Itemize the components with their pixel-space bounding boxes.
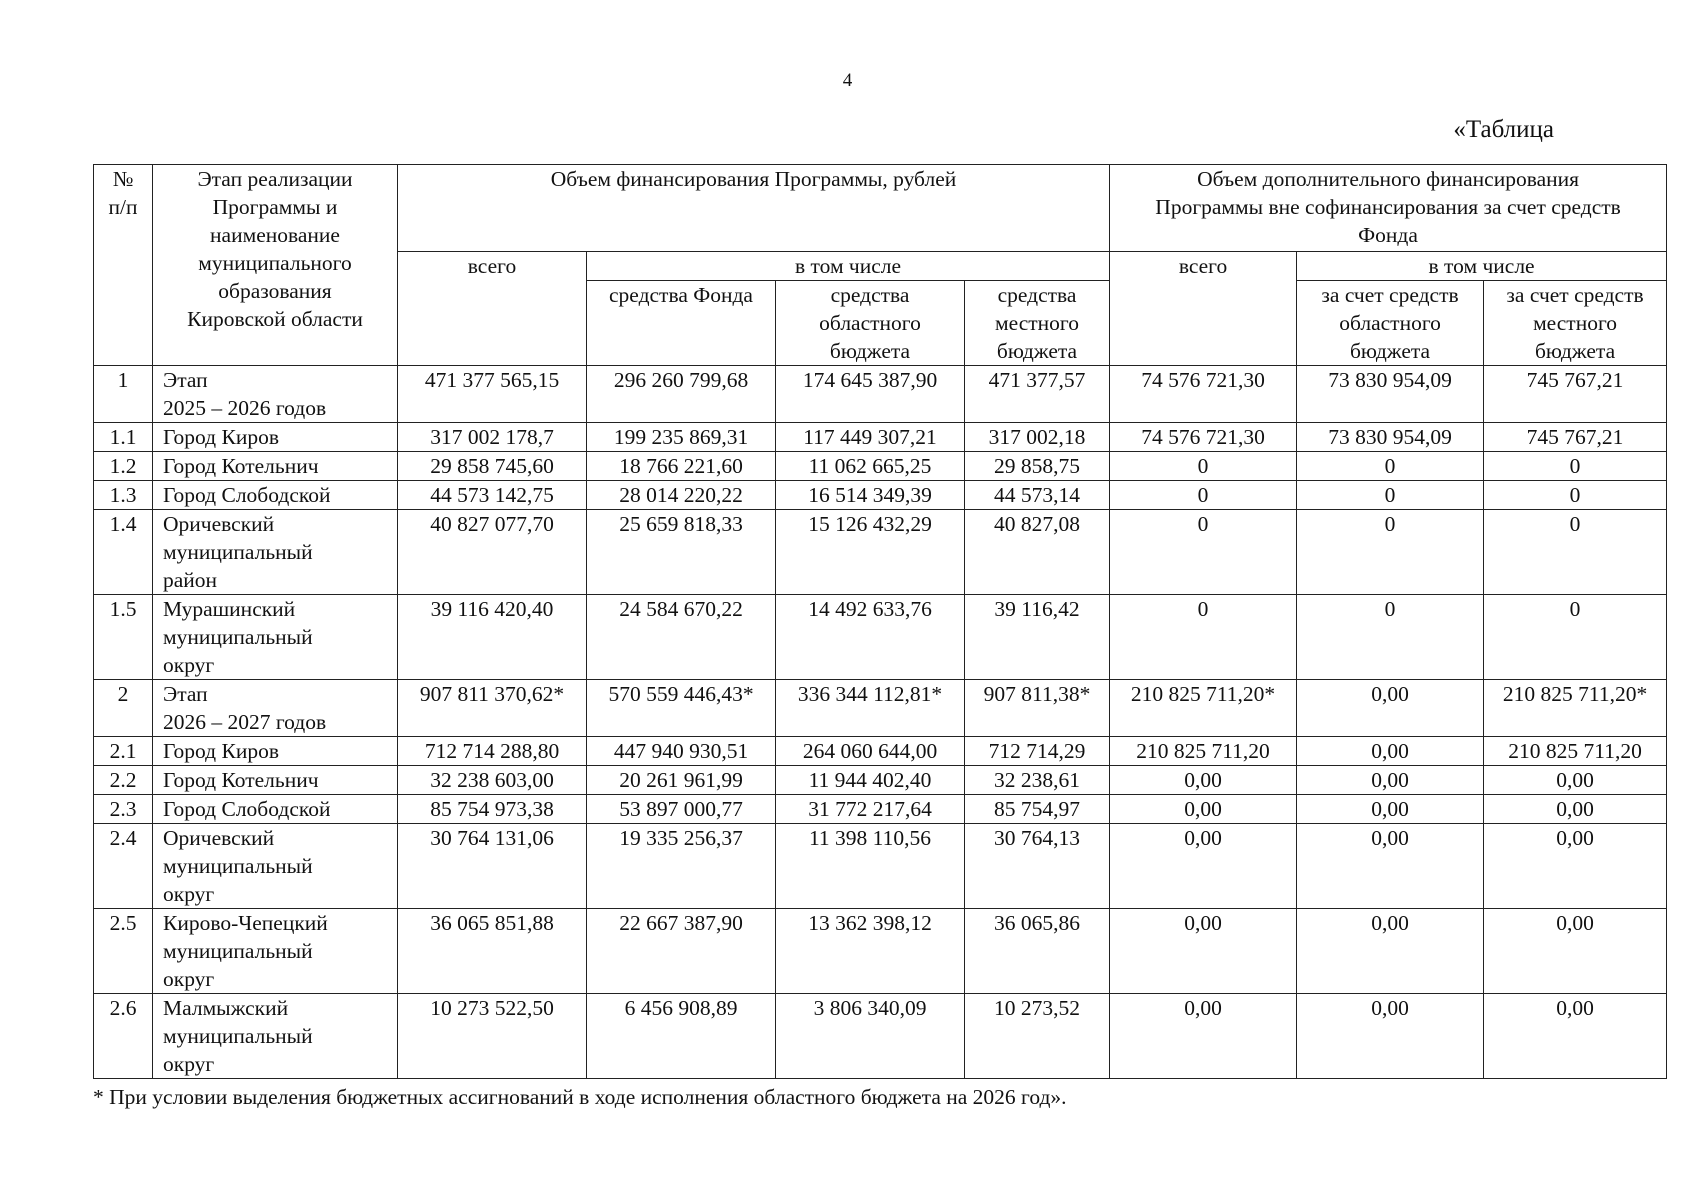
row-name: Этап 2025 – 2026 годов (153, 366, 398, 423)
row-regional: 31 772 217,64 (776, 795, 965, 824)
table-row (94, 795, 1667, 824)
table-caption: «Таблица (1453, 116, 1554, 143)
row-extra-regional: 0,00 (1297, 766, 1484, 795)
row-extra-total: 74 576 721,30 (1110, 423, 1297, 452)
row-total: 36 065 851,88 (398, 909, 587, 994)
row-extra-regional: 73 830 954,09 (1297, 366, 1484, 423)
header-total-1: всего (398, 252, 587, 366)
row-extra-local: 0,00 (1484, 795, 1667, 824)
row-num: 1.4 (94, 510, 153, 595)
row-name: Малмыжский муниципальный округ (153, 994, 398, 1079)
table-row (94, 766, 1667, 795)
row-fund: 570 559 446,43* (587, 680, 776, 737)
row-total: 471 377 565,15 (398, 366, 587, 423)
row-regional: 14 492 633,76 (776, 595, 965, 680)
footnote: * При условии выделения бюджетных ассигнований в ходе исполнения областного бюджета на 2026 год». (93, 1085, 1067, 1109)
row-extra-regional: 0,00 (1297, 795, 1484, 824)
header-regional-extra: за счет средств областного бюджета (1297, 281, 1484, 366)
row-total: 85 754 973,38 (398, 795, 587, 824)
table-row (94, 737, 1667, 766)
row-local: 36 065,86 (965, 909, 1110, 994)
row-num: 2.5 (94, 909, 153, 994)
row-name: Кирово-Чепецкий муниципальный округ (153, 909, 398, 994)
row-fund: 20 261 961,99 (587, 766, 776, 795)
table-row (94, 452, 1667, 481)
row-fund: 19 335 256,37 (587, 824, 776, 909)
table-row (94, 510, 1667, 595)
row-extra-total: 0 (1110, 452, 1297, 481)
row-extra-total: 0,00 (1110, 795, 1297, 824)
row-regional: 11 398 110,56 (776, 824, 965, 909)
row-extra-total: 0,00 (1110, 824, 1297, 909)
row-local: 712 714,29 (965, 737, 1110, 766)
table-row (94, 909, 1667, 994)
row-regional: 11 944 402,40 (776, 766, 965, 795)
row-fund: 22 667 387,90 (587, 909, 776, 994)
table-row (94, 824, 1667, 909)
row-total: 317 002 178,7 (398, 423, 587, 452)
row-extra-total: 0,00 (1110, 766, 1297, 795)
row-extra-regional: 0 (1297, 595, 1484, 680)
row-regional: 117 449 307,21 (776, 423, 965, 452)
row-extra-regional: 0 (1297, 481, 1484, 510)
row-regional: 15 126 432,29 (776, 510, 965, 595)
row-extra-local: 210 825 711,20* (1484, 680, 1667, 737)
row-num: 2.6 (94, 994, 153, 1079)
row-extra-local: 0 (1484, 452, 1667, 481)
row-local: 40 827,08 (965, 510, 1110, 595)
row-local: 30 764,13 (965, 824, 1110, 909)
row-extra-regional: 73 830 954,09 (1297, 423, 1484, 452)
row-num: 2.2 (94, 766, 153, 795)
header-stage: Этап реализации Программы и наименование муниципального образования Кировской области (153, 165, 398, 366)
row-local: 85 754,97 (965, 795, 1110, 824)
row-num: 2.4 (94, 824, 153, 909)
table-row (94, 994, 1667, 1079)
row-extra-total: 0,00 (1110, 994, 1297, 1079)
row-regional: 174 645 387,90 (776, 366, 965, 423)
header-local-budget: средства местного бюджета (965, 281, 1110, 366)
row-extra-local: 0,00 (1484, 994, 1667, 1079)
row-extra-total: 0 (1110, 595, 1297, 680)
row-regional: 11 062 665,25 (776, 452, 965, 481)
row-extra-total: 0,00 (1110, 909, 1297, 994)
row-extra-regional: 0,00 (1297, 680, 1484, 737)
table-row (94, 680, 1667, 737)
row-extra-local: 0,00 (1484, 824, 1667, 909)
table-row (94, 423, 1667, 452)
row-extra-total: 74 576 721,30 (1110, 366, 1297, 423)
header-program-volume: Объем финансирования Программы, рублей (398, 165, 1110, 252)
header-total-2: всего (1110, 252, 1297, 366)
row-extra-local: 0 (1484, 510, 1667, 595)
row-num: 1.3 (94, 481, 153, 510)
row-extra-regional: 0,00 (1297, 909, 1484, 994)
row-extra-regional: 0,00 (1297, 824, 1484, 909)
row-local: 317 002,18 (965, 423, 1110, 452)
header-including-1: в том числе (587, 252, 1110, 281)
financing-table (93, 164, 1667, 1079)
row-regional: 336 344 112,81* (776, 680, 965, 737)
table-row (94, 595, 1667, 680)
row-local: 39 116,42 (965, 595, 1110, 680)
row-regional: 13 362 398,12 (776, 909, 965, 994)
row-local: 10 273,52 (965, 994, 1110, 1079)
row-regional: 16 514 349,39 (776, 481, 965, 510)
row-fund: 25 659 818,33 (587, 510, 776, 595)
row-total: 44 573 142,75 (398, 481, 587, 510)
row-extra-total: 0 (1110, 510, 1297, 595)
row-total: 30 764 131,06 (398, 824, 587, 909)
row-local: 29 858,75 (965, 452, 1110, 481)
header-including-2: в том числе (1297, 252, 1667, 281)
row-extra-local: 210 825 711,20 (1484, 737, 1667, 766)
row-total: 39 116 420,40 (398, 595, 587, 680)
row-local: 32 238,61 (965, 766, 1110, 795)
row-fund: 18 766 221,60 (587, 452, 776, 481)
row-num: 1.2 (94, 452, 153, 481)
row-fund: 199 235 869,31 (587, 423, 776, 452)
row-num: 2 (94, 680, 153, 737)
row-name: Город Слободской (153, 481, 398, 510)
row-name: Город Киров (153, 423, 398, 452)
row-extra-local: 0,00 (1484, 909, 1667, 994)
row-fund: 296 260 799,68 (587, 366, 776, 423)
row-num: 1.1 (94, 423, 153, 452)
row-fund: 28 014 220,22 (587, 481, 776, 510)
row-name: Город Котельнич (153, 766, 398, 795)
row-local: 44 573,14 (965, 481, 1110, 510)
header-additional-volume: Объем дополнительного финансирования Программы вне софинансирования за счет средств Фонда (1110, 165, 1667, 252)
table-row (94, 481, 1667, 510)
row-regional: 3 806 340,09 (776, 994, 965, 1079)
header-fund: средства Фонда (587, 281, 776, 366)
row-local: 471 377,57 (965, 366, 1110, 423)
header-regional-budget: средства областного бюджета (776, 281, 965, 366)
row-regional: 264 060 644,00 (776, 737, 965, 766)
row-num: 1.5 (94, 595, 153, 680)
row-extra-regional: 0,00 (1297, 737, 1484, 766)
row-total: 32 238 603,00 (398, 766, 587, 795)
row-local: 907 811,38* (965, 680, 1110, 737)
row-extra-total: 210 825 711,20* (1110, 680, 1297, 737)
row-fund: 24 584 670,22 (587, 595, 776, 680)
row-name: Оричевский муниципальный район (153, 510, 398, 595)
row-name: Город Слободской (153, 795, 398, 824)
row-extra-local: 745 767,21 (1484, 423, 1667, 452)
row-fund: 447 940 930,51 (587, 737, 776, 766)
header-local-extra: за счет средств местного бюджета (1484, 281, 1667, 366)
row-extra-local: 0 (1484, 595, 1667, 680)
row-total: 10 273 522,50 (398, 994, 587, 1079)
row-total: 40 827 077,70 (398, 510, 587, 595)
row-fund: 53 897 000,77 (587, 795, 776, 824)
table-body (94, 366, 1667, 1079)
page-number: 4 (842, 70, 853, 91)
row-extra-local: 745 767,21 (1484, 366, 1667, 423)
row-extra-local: 0 (1484, 481, 1667, 510)
row-extra-total: 0 (1110, 481, 1297, 510)
row-num: 2.1 (94, 737, 153, 766)
row-total: 29 858 745,60 (398, 452, 587, 481)
row-extra-regional: 0 (1297, 452, 1484, 481)
row-name: Город Котельнич (153, 452, 398, 481)
row-extra-regional: 0 (1297, 510, 1484, 595)
row-extra-total: 210 825 711,20 (1110, 737, 1297, 766)
row-fund: 6 456 908,89 (587, 994, 776, 1079)
row-name: Мурашинский муниципальный округ (153, 595, 398, 680)
header-num: № п/п (94, 165, 153, 366)
row-extra-regional: 0,00 (1297, 994, 1484, 1079)
row-total: 907 811 370,62* (398, 680, 587, 737)
row-num: 1 (94, 366, 153, 423)
row-name: Оричевский муниципальный округ (153, 824, 398, 909)
table-row (94, 366, 1667, 423)
row-name: Город Киров (153, 737, 398, 766)
row-name: Этап 2026 – 2027 годов (153, 680, 398, 737)
row-num: 2.3 (94, 795, 153, 824)
row-total: 712 714 288,80 (398, 737, 587, 766)
row-extra-local: 0,00 (1484, 766, 1667, 795)
